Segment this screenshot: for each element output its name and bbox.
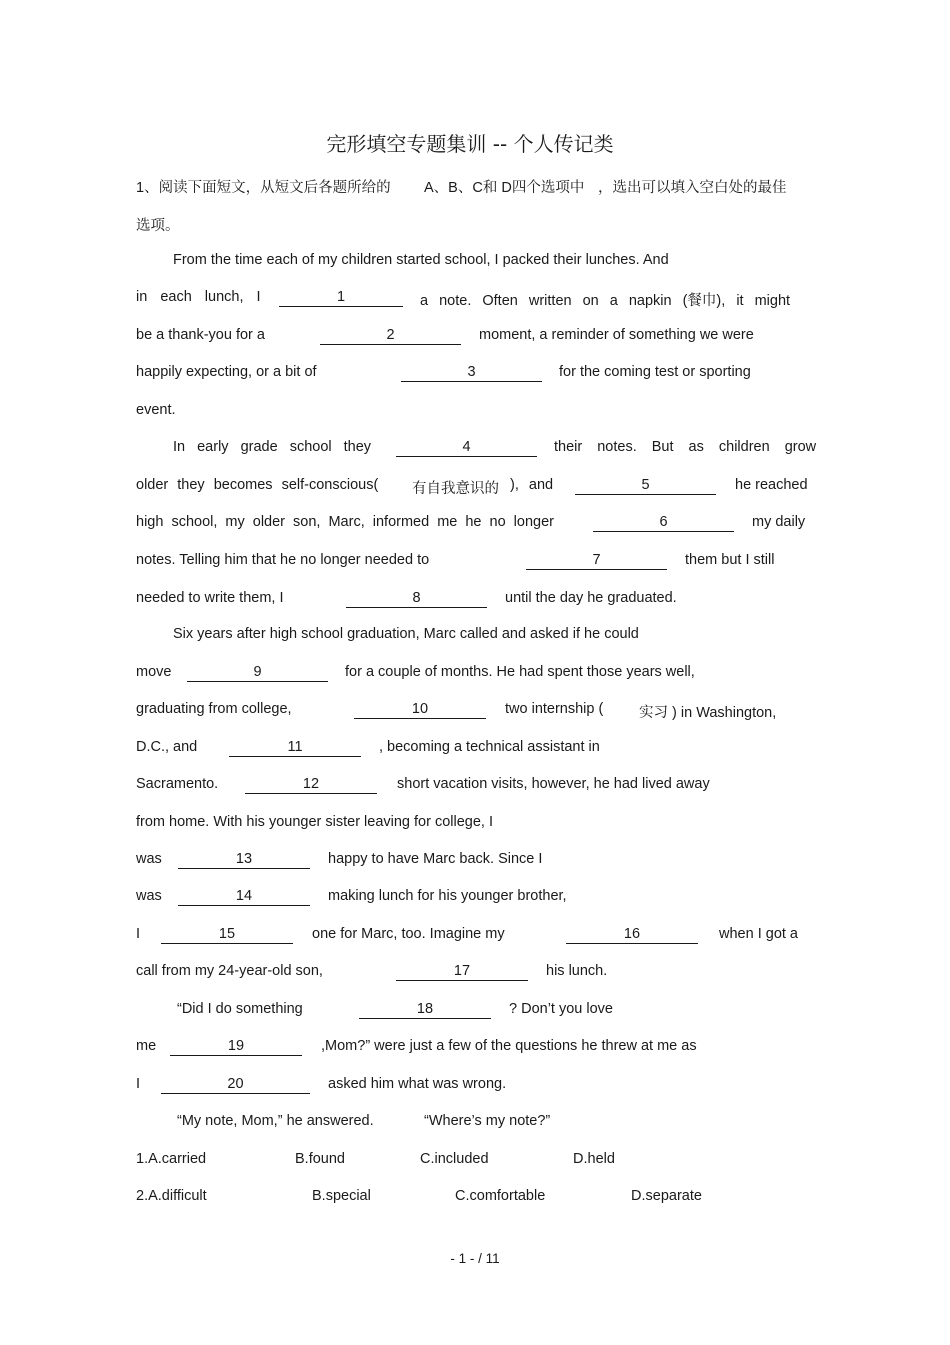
blank-15[interactable]: 15 <box>161 925 293 944</box>
passage-line: when I got a <box>719 926 798 942</box>
passage-line: short vacation visits, however, he had lived away <box>397 776 710 792</box>
passage-line: from home. With his younger sister leaving for college, I <box>136 814 494 830</box>
blank-16[interactable]: 16 <box>566 925 698 944</box>
passage-line: 实习 ) in Washington, <box>639 705 777 721</box>
blank-6[interactable]: 6 <box>593 513 734 532</box>
instruction-end: ，选出可以填入空白处的最佳 <box>598 180 787 196</box>
passage-line: move <box>136 664 172 680</box>
blank-20[interactable]: 20 <box>161 1075 310 1094</box>
passage-line: notes. Telling him that he no longer needed to <box>136 552 430 568</box>
option-1b[interactable]: B.found <box>295 1151 345 1167</box>
passage-line: one for Marc, too. Imagine my <box>312 926 505 942</box>
blank-3[interactable]: 3 <box>401 363 542 382</box>
blank-9[interactable]: 9 <box>187 663 328 682</box>
option-2d[interactable]: D.separate <box>631 1188 702 1204</box>
option-2b[interactable]: B.special <box>312 1188 371 1204</box>
passage-line: call from my 24-year-old son, <box>136 963 323 979</box>
instruction-prefix: 1、阅读下面短文 <box>136 180 246 196</box>
option-1d[interactable]: D.held <box>573 1151 615 1167</box>
blank-12[interactable]: 12 <box>245 775 377 794</box>
passage-line: my daily <box>752 514 806 530</box>
blank-4[interactable]: 4 <box>396 438 537 457</box>
passage-line: older they becomes self-conscious( <box>136 477 379 493</box>
passage-line: Sacramento. <box>136 776 219 792</box>
option-1c[interactable]: C.included <box>420 1151 489 1167</box>
passage-line: be a thank-you for a <box>136 327 265 343</box>
passage-line: was <box>136 851 162 867</box>
blank-14[interactable]: 14 <box>178 887 310 906</box>
blank-7[interactable]: 7 <box>526 551 667 570</box>
blank-1[interactable]: 1 <box>279 288 403 307</box>
passage-line: “Did I do something <box>177 1001 303 1017</box>
passage-line: happy to have Marc back. Since I <box>328 851 543 867</box>
passage-line: I <box>136 926 141 942</box>
instruction-text <box>136 176 391 197</box>
passage-line: making lunch for his younger brother, <box>328 888 567 904</box>
passage-line: high school, my older son, Marc, informed me he no longer <box>136 514 554 530</box>
blank-13[interactable]: 13 <box>178 850 310 869</box>
passage-line: In early grade school they <box>173 439 372 455</box>
passage-line: “My note, Mom,” he answered. <box>177 1113 374 1129</box>
passage-line: ), and <box>510 477 554 493</box>
passage-line: graduating from college, <box>136 701 292 717</box>
passage-line: D.C., and <box>136 739 198 755</box>
blank-8[interactable]: 8 <box>346 589 487 608</box>
passage-line: until the day he graduated. <box>505 590 677 606</box>
passage-line: From the time each of my children started school, I packed their lunches. And <box>173 252 669 268</box>
passage-line: ,Mom?” were just a few of the questions he threw at me as <box>321 1038 697 1054</box>
blank-18[interactable]: 18 <box>359 1000 491 1019</box>
passage-line: was <box>136 888 162 904</box>
passage-line: needed to write them, I <box>136 590 284 606</box>
blank-11[interactable]: 11 <box>229 738 361 757</box>
blank-2[interactable]: 2 <box>320 326 461 345</box>
passage-line: event. <box>136 402 176 418</box>
blank-10[interactable]: 10 <box>354 700 486 719</box>
passage-line: , becoming a technical assistant in <box>379 739 600 755</box>
instruction-mid: ，从短文后各题所给的 <box>245 180 391 196</box>
passage-line: I <box>136 1076 141 1092</box>
option-2a[interactable]: 2.A.difficult <box>136 1188 207 1204</box>
passage-line: Six years after high school graduation, Marc called and asked if he could <box>173 626 639 642</box>
passage-line: me <box>136 1038 157 1054</box>
page-number: - 1 - / 11 <box>450 1251 500 1266</box>
option-1a[interactable]: 1.A.carried <box>136 1151 207 1167</box>
instruction-options: A、B、C和 D四个选项中 <box>424 180 585 196</box>
instruction-line2: 选项。 <box>136 218 180 234</box>
option-2c[interactable]: C.comfortable <box>455 1188 546 1204</box>
passage-line: “Where’s my note?” <box>424 1113 551 1129</box>
passage-line: moment, a reminder of something we were <box>479 327 754 343</box>
passage-line: two internship ( <box>505 701 604 717</box>
passage-line: 有自我意识的 <box>412 481 499 497</box>
page-title: 完形填空专题集训 -- 个人传记类 <box>326 132 614 156</box>
passage-line: he reached <box>735 477 808 493</box>
passage-line: asked him what was wrong. <box>328 1076 507 1092</box>
passage-line: in each lunch, I <box>136 289 261 305</box>
blank-17[interactable]: 17 <box>396 962 528 981</box>
passage-line: a note. Often written on a napkin (餐巾), it might <box>420 293 791 309</box>
passage-line: their notes. But as children grow <box>554 439 817 455</box>
passage-line: happily expecting, or a bit of <box>136 364 317 380</box>
blank-19[interactable]: 19 <box>170 1037 302 1056</box>
passage-line: for the coming test or sporting <box>559 364 751 380</box>
passage-line: them but I still <box>685 552 775 568</box>
blank-5[interactable]: 5 <box>575 476 716 495</box>
passage-line: for a couple of months. He had spent those years well, <box>345 664 695 680</box>
passage-line: his lunch. <box>546 963 608 979</box>
passage-line: ? Don’t you love <box>509 1001 613 1017</box>
